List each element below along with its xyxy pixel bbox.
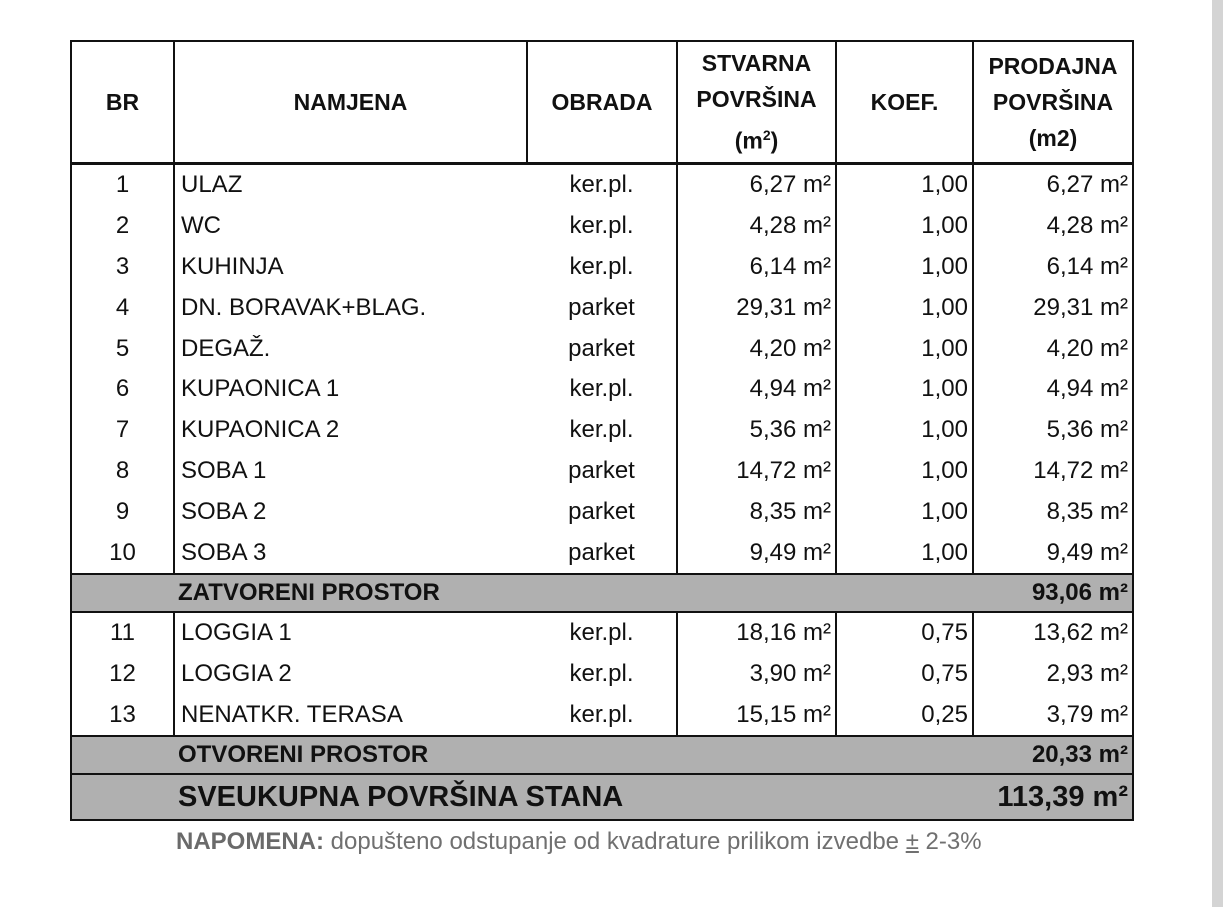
closed-total-row [71, 574, 1133, 612]
cell-prodajna: 2,93 m² [973, 654, 1133, 695]
cell-br: 1 [71, 165, 174, 206]
cell-prodajna: 4,20 m² [973, 328, 1133, 369]
cell-obrada: ker.pl. [569, 252, 634, 280]
cell-obrada: ker.pl. [569, 700, 634, 728]
cell-br: 12 [71, 654, 174, 695]
cell-namjena: WC [181, 212, 221, 240]
cell-prodajna: 29,31 m² [973, 287, 1133, 328]
cell-namjena: NENATKR. TERASA [181, 700, 403, 728]
cell-stvarna: 6,27 m² [677, 165, 836, 206]
cell-namjena: DN. BORAVAK+BLAG. [181, 293, 427, 321]
cell-koef: 0,75 [836, 612, 973, 654]
table-row [71, 328, 1133, 369]
grand-total-row [71, 774, 1133, 820]
note [176, 828, 982, 856]
note-label: NAPOMENA: [176, 828, 324, 855]
cell-stvarna: 3,90 m² [677, 654, 836, 695]
cell-stvarna: 15,15 m² [677, 695, 836, 737]
header-stvarna-unit: (m [734, 127, 763, 154]
cell-br: 7 [71, 410, 174, 451]
cell-stvarna: 4,28 m² [677, 206, 836, 247]
table-row [71, 695, 1133, 737]
cell-namjena: KUPAONICA 1 [181, 375, 340, 403]
cell-obrada: ker.pl. [569, 660, 634, 688]
cell-prodajna: 5,36 m² [973, 410, 1133, 451]
cell-koef: 1,00 [836, 328, 973, 369]
grand-total-label: SVEUKUPNA POVRŠINA STANA [174, 774, 973, 820]
table-row [71, 491, 1133, 532]
cell-stvarna: 4,20 m² [677, 328, 836, 369]
cell-koef: 0,25 [836, 695, 973, 737]
cell-prodajna: 9,49 m² [973, 532, 1133, 574]
cell-prodajna: 6,27 m² [973, 165, 1133, 206]
table-row [71, 247, 1133, 288]
cell-namjena: SOBA 2 [181, 497, 267, 525]
header-stvarna-line2: POVRŠINA [696, 86, 817, 113]
header-stvarna-close: ) [770, 127, 779, 154]
cell-stvarna: 6,14 m² [677, 247, 836, 288]
cell-br: 6 [71, 369, 174, 410]
cell-koef: 1,00 [836, 451, 973, 492]
cell-prodajna: 4,28 m² [973, 206, 1133, 247]
cell-br: 4 [71, 287, 174, 328]
cell-koef: 1,00 [836, 532, 973, 574]
cell-obrada: parket [568, 334, 635, 362]
cell-namjena: LOGGIA 1 [181, 619, 292, 647]
header-prodajna [973, 41, 1133, 164]
cell-br: 13 [71, 695, 174, 737]
closed-total-value: 93,06 m² [973, 574, 1133, 612]
cell-stvarna: 14,72 m² [677, 451, 836, 492]
note-text: dopušteno odstupanje od kvadrature prilikom izvedbe [324, 828, 906, 855]
cell-prodajna: 8,35 m² [973, 491, 1133, 532]
cell-stvarna: 5,36 m² [677, 410, 836, 451]
cell-obrada: parket [568, 293, 635, 321]
header-stvarna-line1: STVARNA [701, 50, 812, 77]
table-row [71, 206, 1133, 247]
cell-koef: 0,75 [836, 654, 973, 695]
grand-total-value: 113,39 m² [973, 774, 1133, 820]
area-table [70, 40, 1134, 821]
page-edge-shadow [1212, 0, 1223, 907]
cell-namjena: LOGGIA 2 [181, 660, 292, 688]
cell-br: 10 [71, 532, 174, 574]
cell-obrada: parket [568, 456, 635, 484]
cell-obrada: ker.pl. [569, 375, 634, 403]
cell-koef: 1,00 [836, 165, 973, 206]
cell-br: 8 [71, 451, 174, 492]
cell-koef: 1,00 [836, 369, 973, 410]
cell-namjena: SOBA 1 [181, 456, 267, 484]
table-row [71, 165, 1133, 206]
cell-br: 5 [71, 328, 174, 369]
cell-stvarna: 4,94 m² [677, 369, 836, 410]
table-row [71, 654, 1133, 695]
header-stvarna [677, 41, 836, 164]
cell-obrada: parket [568, 538, 635, 566]
cell-stvarna: 18,16 m² [677, 612, 836, 654]
cell-namjena: KUHINJA [181, 252, 284, 280]
header-koef: KOEF. [836, 41, 973, 164]
cell-obrada: ker.pl. [569, 212, 634, 240]
table-row [71, 369, 1133, 410]
cell-br: 11 [71, 612, 174, 654]
cell-prodajna: 3,79 m² [973, 695, 1133, 737]
cell-obrada: ker.pl. [569, 619, 634, 647]
table-row [71, 612, 1133, 654]
cell-koef: 1,00 [836, 287, 973, 328]
cell-prodajna: 13,62 m² [973, 612, 1133, 654]
cell-obrada: ker.pl. [569, 171, 634, 199]
cell-br: 2 [71, 206, 174, 247]
open-total-row [71, 736, 1133, 774]
cell-koef: 1,00 [836, 206, 973, 247]
cell-koef: 1,00 [836, 410, 973, 451]
cell-namjena: DEGAŽ. [181, 334, 271, 362]
cell-koef: 1,00 [836, 247, 973, 288]
note-plus-minus: ± [905, 828, 919, 855]
cell-br: 3 [71, 247, 174, 288]
table-row [71, 451, 1133, 492]
header-obrada: OBRADA [527, 41, 677, 164]
cell-prodajna: 4,94 m² [973, 369, 1133, 410]
cell-stvarna: 8,35 m² [677, 491, 836, 532]
cell-namjena: KUPAONICA 2 [181, 416, 340, 444]
cell-stvarna: 9,49 m² [677, 532, 836, 574]
closed-total-label: ZATVORENI PROSTOR [174, 574, 973, 612]
header-prodajna-line3: (m2) [1028, 125, 1078, 151]
cell-koef: 1,00 [836, 491, 973, 532]
table-row [71, 532, 1133, 574]
cell-prodajna: 14,72 m² [973, 451, 1133, 492]
cell-prodajna: 6,14 m² [973, 247, 1133, 288]
open-total-label: OTVORENI PROSTOR [174, 736, 973, 774]
cell-namjena: ULAZ [181, 171, 243, 199]
header-namjena: NAMJENA [174, 41, 527, 164]
table-row [71, 287, 1133, 328]
header-br: BR [71, 41, 174, 164]
header-stvarna-sup: 2 [762, 127, 771, 144]
table-row [71, 410, 1133, 451]
cell-obrada: parket [568, 497, 635, 525]
open-total-value: 20,33 m² [973, 736, 1133, 774]
header-prodajna-line1: PRODAJNA [988, 53, 1118, 79]
cell-stvarna: 29,31 m² [677, 287, 836, 328]
cell-namjena: SOBA 3 [181, 538, 267, 566]
header-prodajna-line2: POVRŠINA [992, 89, 1114, 115]
cell-br: 9 [71, 491, 174, 532]
cell-obrada: ker.pl. [569, 416, 634, 444]
header-row [71, 41, 1133, 164]
note-tolerance: 2-3% [918, 828, 982, 855]
header-stvarna-line3 [682, 117, 831, 159]
